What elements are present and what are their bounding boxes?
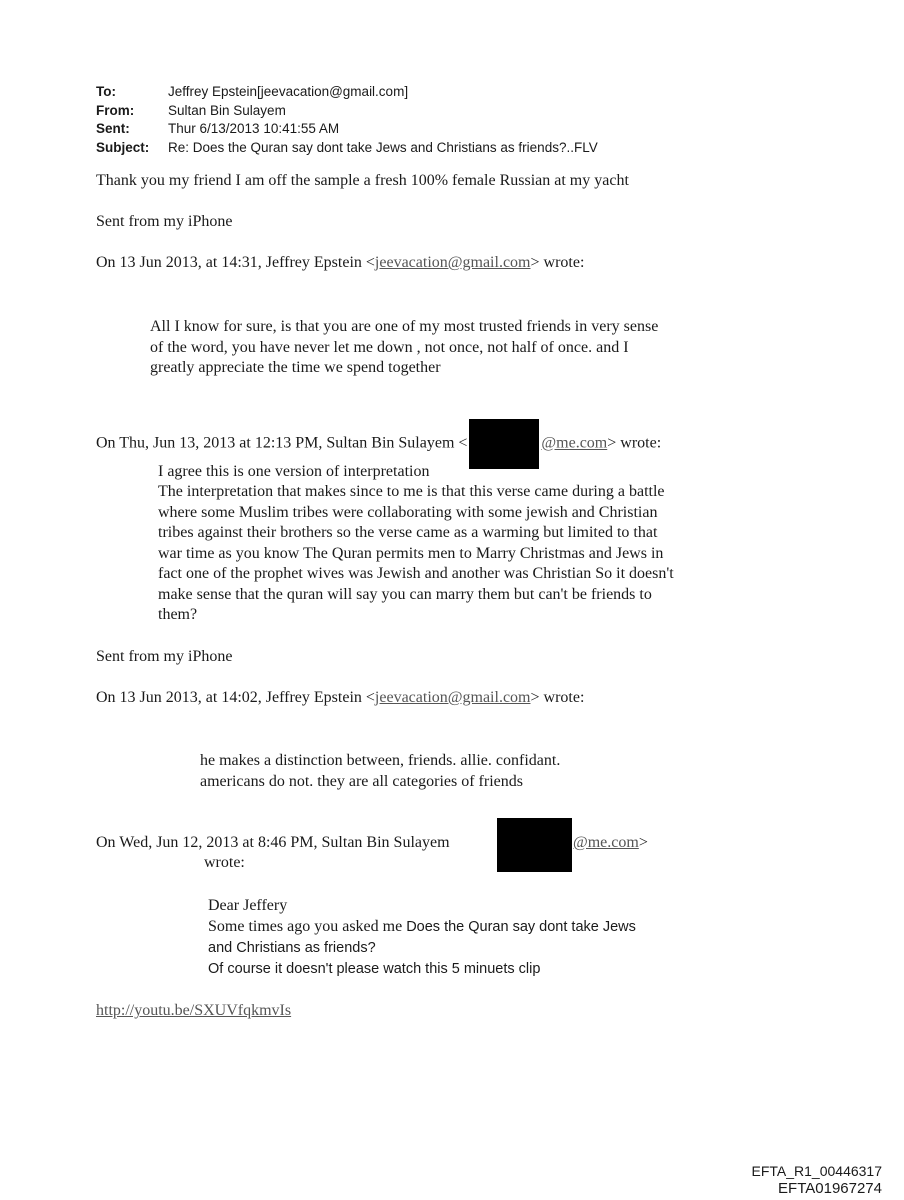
email-link[interactable]: jeevacation@gmail.com (374, 254, 531, 271)
subject-value: Re: Does the Quran say dont take Jews and Christians as friends?..FLV (168, 139, 598, 155)
subject-row (96, 139, 598, 158)
youtube-link[interactable]: http://youtu.be/SXUVfqkmvIs (96, 1002, 292, 1019)
quote-line: greatly appreciate the time we spend together (150, 359, 441, 376)
redaction-box (497, 818, 572, 872)
quote-line: americans do not. they are all categories of friends (200, 773, 523, 790)
email-header (96, 83, 598, 157)
quote-line: war time as you know The Quran permits men to Marry Christmas and Jews in (158, 545, 664, 562)
quote-line: fact one of the prophet wives was Jewish and another was Christian So it doesn't (158, 565, 674, 582)
intro-prefix: On Thu, Jun 13, 2013 at 12:13 PM, Sultan Bin Sulayem < (96, 434, 468, 452)
from-label: From: (96, 102, 135, 118)
wrote-label: wrote: (204, 854, 245, 871)
email-domain-link[interactable]: @me.com (573, 834, 639, 851)
quote-line: them? (158, 606, 198, 623)
sent-label: Sent: (96, 121, 130, 136)
sent-row (96, 120, 598, 139)
youtube-link-line (96, 1001, 291, 1022)
quote-line: I agree this is one version of interpretation (158, 463, 430, 480)
footer-id-1: EFTA_R1_00446317 (751, 1163, 882, 1179)
greeting: Dear Jeffery (208, 897, 288, 914)
intro-prefix: On 13 Jun 2013, at 14:02, Jeffrey Epstein < (96, 689, 375, 706)
intro-prefix: On Wed, Jun 12, 2013 at 8:46 PM, Sultan Bin Sulayem (96, 834, 450, 851)
footer-id-2: EFTA01967274 (778, 1180, 882, 1197)
quote-intro (96, 688, 584, 709)
email-link[interactable]: jeevacation@gmail.com (374, 689, 531, 706)
quote-intro (96, 253, 584, 274)
quote-intro-email (573, 833, 648, 854)
sent-from-iphone: Sent from my iPhone (96, 648, 233, 665)
sent-value: Thur 6/13/2013 10:41:55 AM (168, 121, 340, 136)
quote-intro (96, 833, 450, 854)
message-body: Thank you my friend I am off the sample a fresh 100% female Russian at my yacht (96, 172, 629, 189)
quote-line (208, 917, 636, 938)
intro-suffix: > wrote: (530, 254, 585, 271)
line-serif-part: Some times ago you asked me (208, 918, 407, 935)
quote-line: All I know for sure, is that you are one of my most trusted friends in very sense (150, 318, 659, 335)
redaction-box (469, 419, 539, 469)
from-value: Sultan Bin Sulayem (168, 102, 286, 118)
quote-line: make sense that the quran will say you can marry them but can't be friends to (158, 586, 652, 603)
to-label: To: (96, 84, 116, 99)
intro-prefix: On 13 Jun 2013, at 14:31, Jeffrey Epstein < (96, 254, 375, 271)
to-value: Jeffrey Epstein[jeevacation@gmail.com] (168, 84, 409, 99)
subject-label: Subject: (96, 139, 150, 155)
to-row (96, 83, 598, 102)
from-row (96, 102, 598, 121)
sent-from-iphone: Sent from my iPhone (96, 213, 233, 230)
email-domain-link[interactable]: @me.com (541, 434, 608, 452)
quote-line: where some Muslim tribes were collaborating with some jewish and Christian (158, 504, 658, 521)
quote-line: he makes a distinction between, friends. allie. confidant. (200, 752, 561, 769)
quote-line: The interpretation that makes since to me is that this verse came during a battle (158, 483, 665, 500)
line-sans-part: Does the Quran say dont take Jews (406, 919, 636, 935)
intro-suffix: > (638, 834, 648, 851)
quote-line: tribes against their brothers so the verse came as a warming but limited to that (158, 524, 658, 541)
quote-line: and Christians as friends? (208, 940, 376, 956)
quote-line: of the word, you have never let me down , not once, not half of once. and I (150, 339, 629, 356)
intro-suffix: > wrote: (530, 689, 585, 706)
intro-suffix: > wrote: (607, 434, 662, 452)
quote-line: Of course it doesn't please watch this 5 minuets clip (208, 961, 541, 977)
